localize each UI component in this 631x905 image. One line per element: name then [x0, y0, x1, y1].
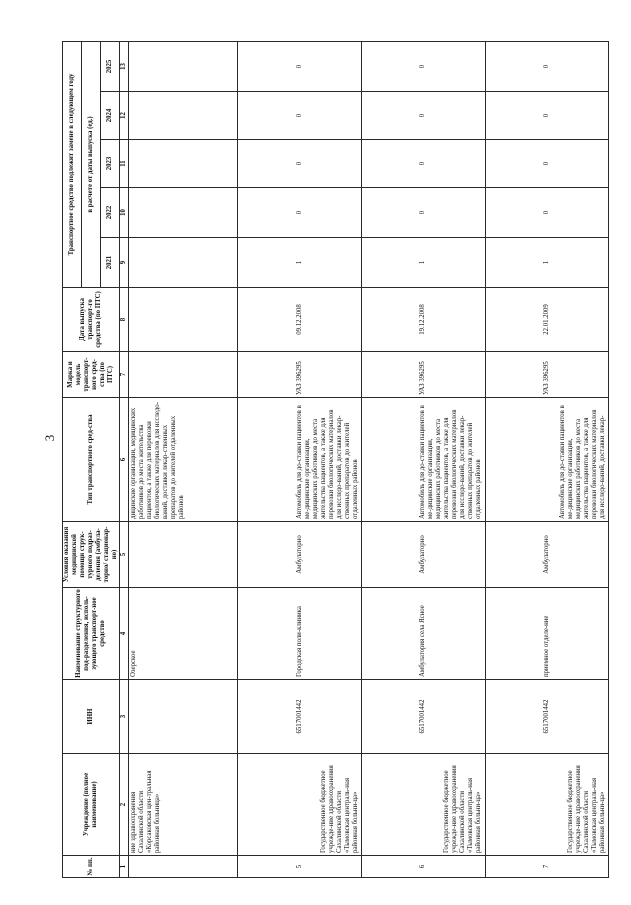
cell-vehicle-type: дицинские организации, медицинских работников до места жительства пациентов, а также для перевозки биологических материалов для исследо-ваний, доставки лекар-ственных препаратов до жителей отдаленных районов	[129, 398, 238, 522]
cell-year-value	[129, 238, 238, 288]
cell-dept: Озерское	[129, 588, 238, 680]
cell-year-value	[129, 92, 238, 140]
cell-institution: Государственное бюджетное учрежде-ние здравоохранения Сахалинской области «Тымовская централь-ная районная больни-ца»	[238, 754, 362, 856]
header-institution: Учреждение (полное наименование)	[63, 754, 120, 856]
cell-institution: Государственное бюджетное учрежде-ние здравоохранения Сахалинской области «Тымовская централь-ная районная больни-ца»	[485, 754, 609, 856]
cell-model: УАЗ 396295	[361, 352, 485, 398]
cell-year-value: 0	[238, 188, 362, 238]
cell-inn	[129, 680, 238, 754]
column-number: 1	[120, 856, 129, 878]
header-num: № пп.	[63, 856, 120, 878]
column-number: 3	[120, 680, 129, 754]
header-replacement-group: Транспортное средство подлежит замене в следующем году	[63, 41, 82, 287]
cell-dept: Городская поли-клиника	[238, 588, 362, 680]
cell-year-value: 0	[485, 188, 609, 238]
header-vehicle-type: Тип транспортного сред-ства	[63, 398, 120, 522]
cell-num	[129, 856, 238, 878]
vehicle-replacement-table	[62, 41, 609, 878]
cell-year-value: 1	[238, 238, 362, 288]
cell-model	[129, 352, 238, 398]
table-row	[485, 41, 609, 877]
column-number: 4	[120, 588, 129, 680]
cell-dept: Амбулатория села Ясное	[361, 588, 485, 680]
cell-issue-date	[129, 288, 238, 352]
column-number: 7	[120, 352, 129, 398]
table-row	[129, 41, 238, 877]
cell-vehicle-type: Автомобиль для до-ставки пациентов в ме-дицинские организации, медицинских работников до места жительства пациентов, а также для перевозки биологических материалов для исследо-ваний, доставки лекар-	[485, 398, 609, 522]
cell-year-value: 0	[238, 41, 362, 91]
cell-issue-date: 22.01.2009	[485, 288, 609, 352]
cell-year-value: 0	[361, 140, 485, 188]
cell-inn: 6517001442	[485, 680, 609, 754]
cell-vehicle-type: Автомобиль для до-ставки пациентов в ме-дицинские организации, медицинских работников до места жительства пациентов, а также для перевозки биологических материалов для исследо-ваний, доставки лекар-ственных препаратов до жителей отдаленных районов	[361, 398, 485, 522]
column-number-row	[120, 41, 129, 877]
cell-issue-date: 09.12.2008	[238, 288, 362, 352]
cell-institution: ние здравоохранения Сахалинской области «Корсаковская цен-тральная районная больница»	[129, 754, 238, 856]
column-number: 8	[120, 288, 129, 352]
cell-model: УАЗ 396295	[238, 352, 362, 398]
cell-model: УАЗ 396295	[485, 352, 609, 398]
header-conditions: Условия оказания медицинской помощи струк-турного подраз-деления (амбула-торно/ стационар-но)	[63, 522, 120, 588]
cell-conditions: Амбулаторно	[361, 522, 485, 588]
header-year: 2022	[101, 188, 120, 238]
cell-year-value	[129, 188, 238, 238]
cell-conditions: Амбулаторно	[485, 522, 609, 588]
cell-inn: 6517001442	[361, 680, 485, 754]
cell-year-value: 0	[361, 188, 485, 238]
cell-year-value: 0	[361, 92, 485, 140]
header-year: 2024	[101, 92, 120, 140]
cell-year-value: 1	[361, 238, 485, 288]
header-row-1	[63, 41, 82, 877]
header-issue-date: Дата выпуска транспорт-го средства (по ПТС)	[63, 288, 120, 352]
cell-year-value: 0	[485, 92, 609, 140]
header-replacement-sub: в расчете от даты выпуска (ед.)	[82, 41, 101, 287]
cell-year-value: 0	[238, 92, 362, 140]
column-number: 6	[120, 398, 129, 522]
cell-issue-date: 19.12.2008	[361, 288, 485, 352]
header-year: 2023	[101, 140, 120, 188]
cell-year-value: 1	[485, 238, 609, 288]
column-number: 9	[120, 238, 129, 288]
cell-num: 5	[238, 856, 362, 878]
header-model: Марка и модель транспорт-ного сред-ства (по ПТС)	[63, 352, 120, 398]
cell-inn: 6517001442	[238, 680, 362, 754]
column-number: 12	[120, 92, 129, 140]
cell-year-value: 0	[485, 41, 609, 91]
cell-year-value: 0	[361, 41, 485, 91]
cell-conditions	[129, 522, 238, 588]
cell-year-value: 0	[238, 140, 362, 188]
rotated-table-container	[62, 42, 607, 878]
cell-num: 7	[485, 856, 609, 878]
column-number: 5	[120, 522, 129, 588]
column-number: 11	[120, 140, 129, 188]
table-row	[361, 41, 485, 877]
cell-year-value	[129, 140, 238, 188]
column-number: 2	[120, 754, 129, 856]
cell-year-value	[129, 41, 238, 91]
cell-institution: Государственное бюджетное учрежде-ние здравоохранения Сахалинской области «Тымовская централь-ная районная больни-ца»	[361, 754, 485, 856]
header-year: 2025	[101, 41, 120, 91]
cell-dept: приемное отделе-ние	[485, 588, 609, 680]
cell-num: 6	[361, 856, 485, 878]
page-number: 3	[42, 434, 57, 442]
cell-year-value: 0	[485, 140, 609, 188]
header-inn: ИНН	[63, 680, 120, 754]
header-dept: Наименование структурного под-разделения, исполь-зующего транспорт-ное средство	[63, 588, 120, 680]
column-number: 13	[120, 41, 129, 91]
cell-vehicle-type: Автомобиль для до-ставки пациентов в ме-дицинские организации, медицинских работников до места жительства пациентов, а также для перевозки биологических материалов для исследо-ваний, доставки лекар-ственных препаратов до жителей отдаленных районов	[238, 398, 362, 522]
table-row	[238, 41, 362, 877]
cell-conditions: Амбулаторно	[238, 522, 362, 588]
header-year: 2021	[101, 238, 120, 288]
column-number: 10	[120, 188, 129, 238]
